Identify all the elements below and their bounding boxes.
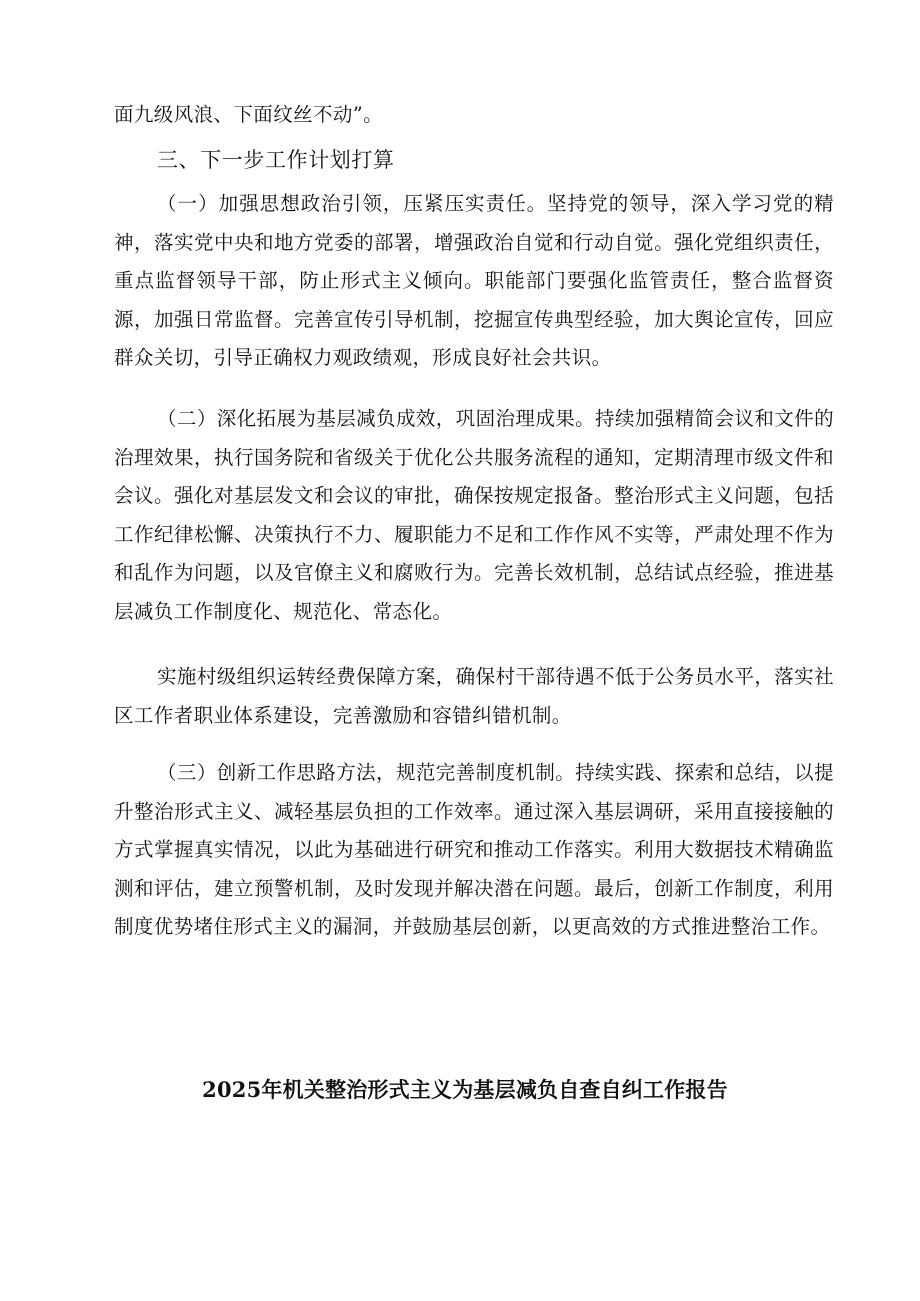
report-title: 2025年机关整治形式主义为基层减负自查自纠工作报告	[202, 1077, 728, 1102]
paragraph-item-2: （二）深化拓展为基层减负成效，巩固治理成果。持续加强精简会议和文件的治理效果，执行国务院和省级关于优化公共服务流程的通知，定期清理市级文件和会议。强化对基层发文和会议的审批，确保按规定报备。整治形式主义问题，包括工作纪律松懈、决策执行不力、履职能力不足和工作作风不实等，严肃处理不作为和乱作为问题，以及官僚主义和腐败行为。完善长效机制，总结试点经验，推进基层减负工作制度化、规范化、常态化。	[114, 407, 834, 623]
paragraph-continuation: 面九级风浪、下面纹丝不动”。	[114, 103, 384, 126]
paragraph-item-3: （三）创新工作思路方法，规范完善制度机制。持续实践、探索和总结，以提升整治形式主义、减轻基层负担的工作效率。通过深入基层调研，采用直接接触的方式掌握真实情况，以此为基础进行研究和推动工作落实。利用大数据技术精确监测和评估，建立预警机制，及时发现并解决潜在问题。最后，创新工作制度，利用制度优势堵住形式主义的漏洞，并鼓励基层创新，以更高效的方式推进整治工作。	[114, 761, 834, 939]
paragraph-item-1: （一）加强思想政治引领，压紧压实责任。坚持党的领导，深入学习党的精神，落实党中央和地方党委的部署，增强政治自觉和行动自觉。强化党组织责任，重点监督领导干部，防止形式主义倾向。职能部门要强化监管责任，整合监督资源，加强日常监督。完善宣传引导机制，挖掘宣传典型经验，加大舆论宣传，回应群众关切，引导正确权力观政绩观，形成良好社会共识。	[114, 192, 834, 370]
paragraph-supplement: 实施村级组织运转经费保障方案，确保村干部待遇不低于公务员水平，落实社区工作者职业体系建设，完善激励和容错纠错机制。	[114, 665, 834, 727]
section-heading: 三、下一步工作计划打算	[157, 148, 395, 172]
